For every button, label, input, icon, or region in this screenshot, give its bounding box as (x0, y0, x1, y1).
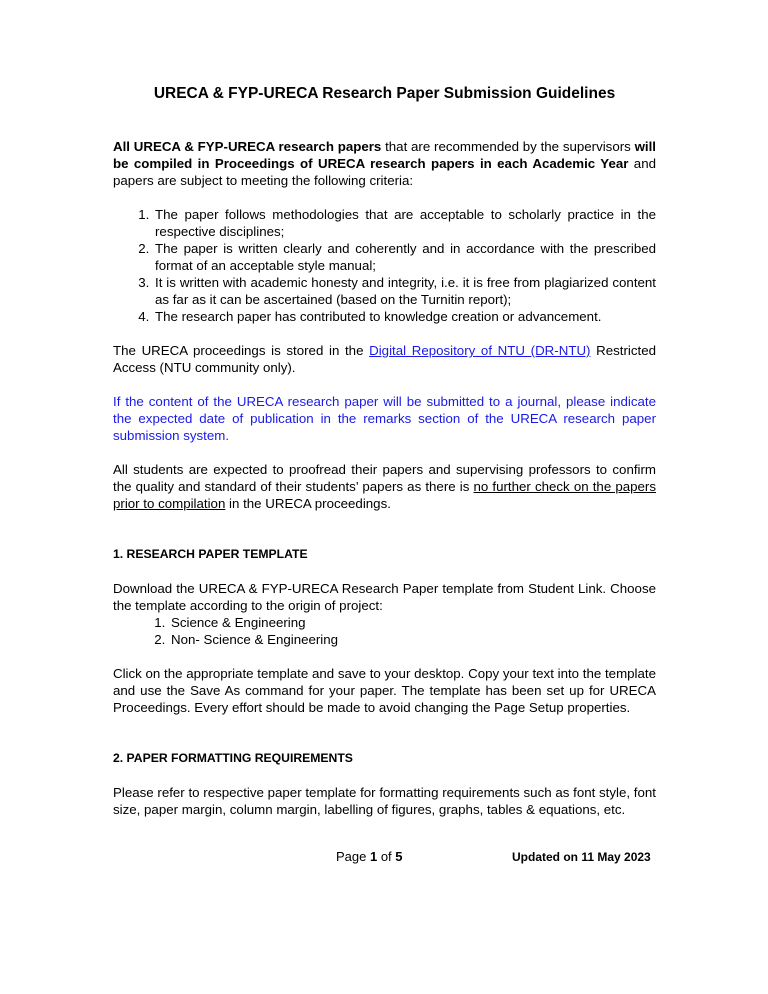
section-1-para-1: Download the URECA & FYP-URECA Research Paper template from Student Link. Choose the template according to the origin of project: (113, 581, 656, 613)
page-prefix: Page (336, 849, 370, 864)
intro-bold-subject: All URECA & FYP-URECA research papers (113, 139, 382, 154)
storage-text-1: The URECA proceedings is stored in the (113, 343, 370, 358)
proofread-paragraph (113, 461, 656, 512)
intro-text-1: that are recommended by the supervisors (381, 139, 635, 154)
section-1-para-2: Click on the appropriate template and save to your desktop. Copy your text into the template and use the Save As command for your paper. The template has been set up for URECA Proceedings. Every effort should be made to avoid changing the Page Setup properties. (113, 666, 656, 715)
intro-bold-proceedings: will be compiled in Proceedings of URECA research papers in each Academic Year (113, 139, 657, 171)
page-total: 5 (395, 849, 403, 864)
intro-text-2: and papers are subject to meeting the following criteria: (113, 156, 656, 188)
storage-paragraph (113, 342, 656, 376)
proofread-text-1: All students are expected to proofread their papers and supervising professors to confirm the quality and standard of their students’ papers as there is (113, 462, 656, 494)
document-body (113, 84, 656, 835)
template-list (113, 614, 656, 648)
list-item: 3. It is written with academic honesty and integrity, i.e. it is free from plagiarized content as far as it can be ascertained (based on the Turnitin report); (153, 274, 656, 308)
proofread-underlined: no further check on the papers prior to compilation (113, 479, 656, 511)
list-item: 1. The paper follows methodologies that are acceptable to scholarly practice in the respective disciplines; (153, 206, 656, 240)
journal-note: If the content of the URECA research paper will be submitted to a journal, please indicate the expected date of publication in the remarks section of the URECA research paper submission system. (113, 394, 656, 443)
list-item: 1. Science & Engineering (169, 614, 656, 631)
section-2-para-1: Please refer to respective paper template for formatting requirements such as font style, font size, paper margin, column margin, labelling of figures, graphs, tables & equations, etc. (113, 785, 656, 817)
dr-ntu-link[interactable]: Digital Repository of NTU (DR-NTU) (369, 343, 591, 358)
page-of: of (377, 849, 396, 864)
list-item: 2. Non- Science & Engineering (169, 631, 656, 648)
page-title: URECA & FYP-URECA Research Paper Submission Guidelines (153, 85, 616, 102)
criteria-list (113, 206, 656, 325)
page-number (336, 849, 403, 864)
list-item: 2. The paper is written clearly and coherently and in accordance with the prescribed format of an acceptable style manual; (153, 240, 656, 274)
section-2-heading: 2. PAPER FORMATTING REQUIREMENTS (113, 751, 353, 765)
storage-text-2: Restricted Access (NTU community only). (113, 343, 656, 375)
intro-paragraph (113, 138, 656, 189)
updated-date: Updated on 11 May 2023 (512, 850, 651, 864)
list-item: 4. The research paper has contributed to knowledge creation or advancement. (153, 308, 656, 325)
page-current: 1 (369, 849, 378, 864)
proofread-text-2: in the URECA proceedings. (225, 496, 391, 511)
section-1-heading: 1. RESEARCH PAPER TEMPLATE (113, 547, 308, 561)
